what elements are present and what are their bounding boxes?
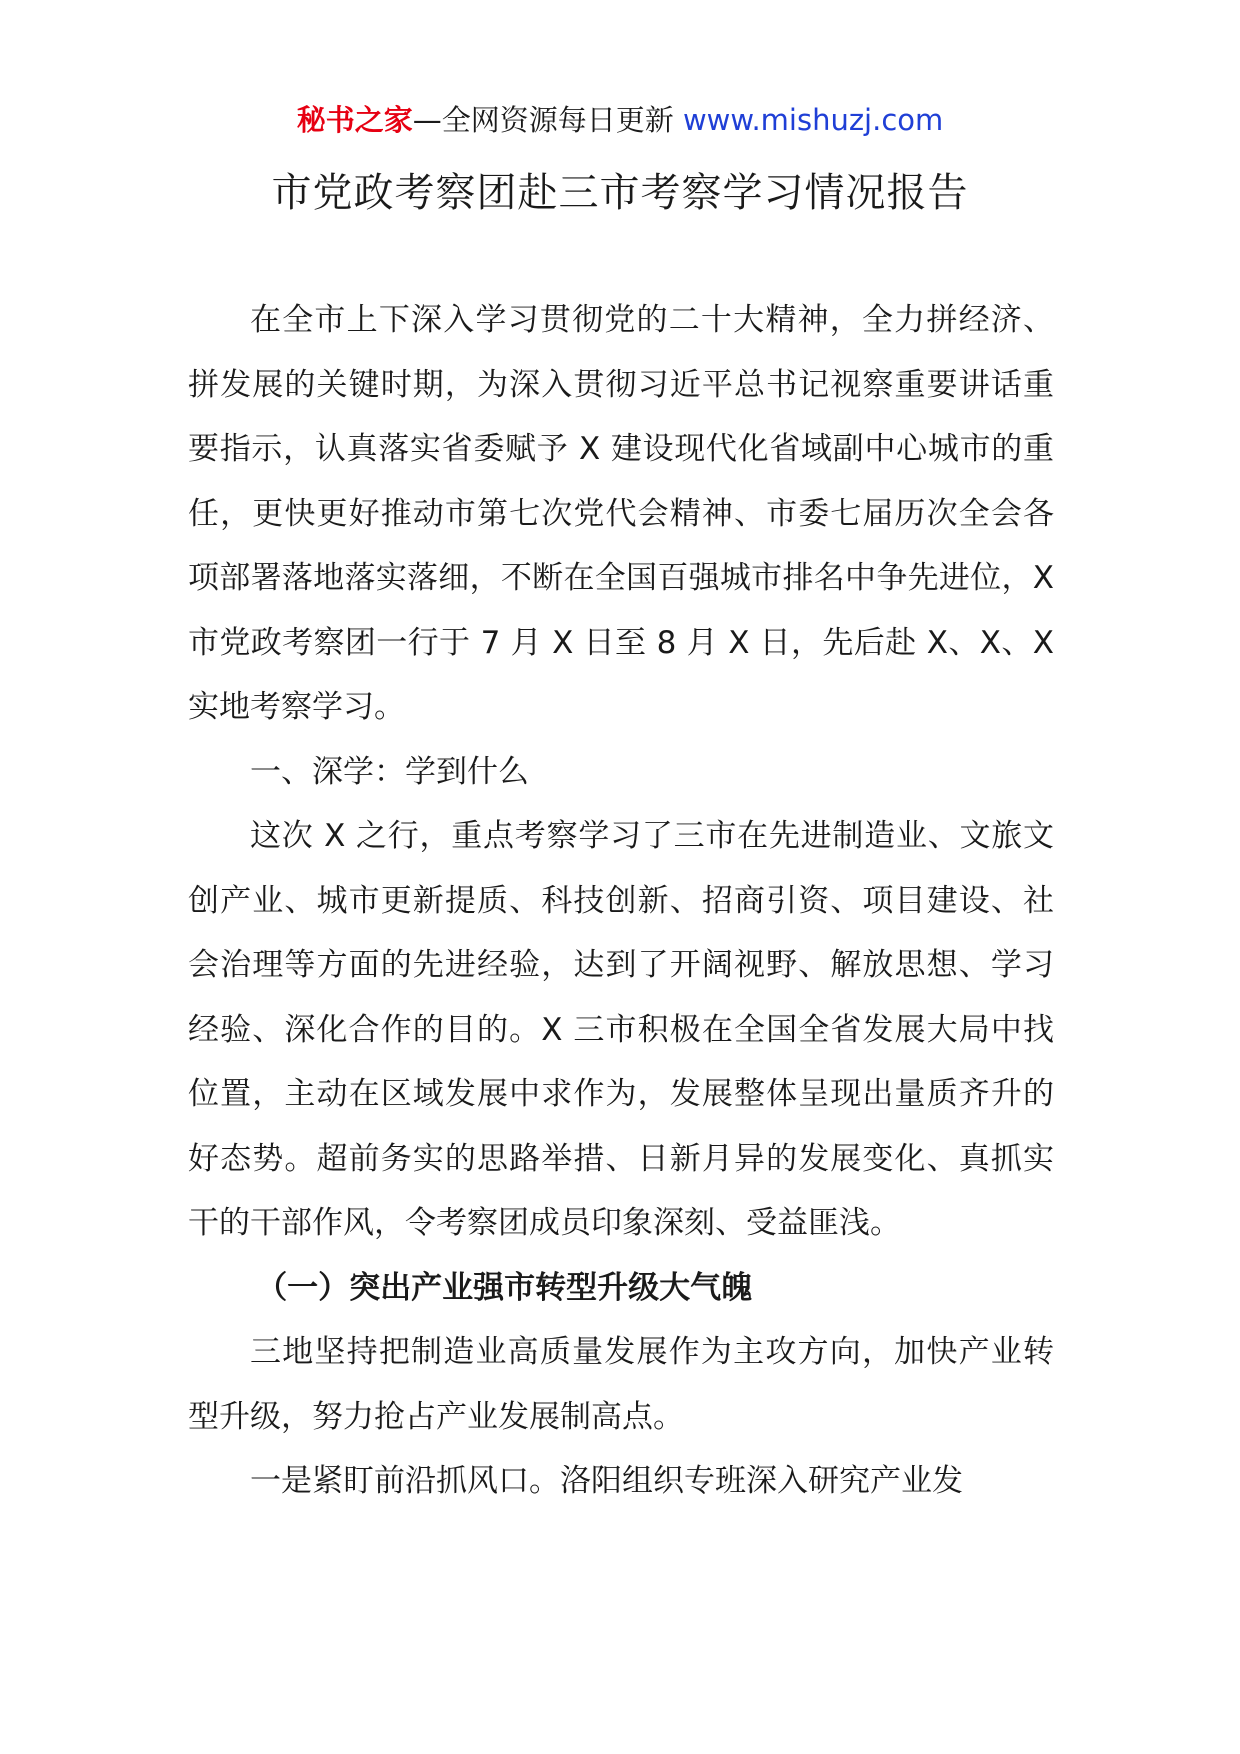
subsection-heading-1: （一）突出产业强市转型升级大气魄	[256, 1269, 753, 1306]
section-heading-1: 一、深学：学到什么	[250, 753, 529, 790]
document-title: 市党政考察团赴三市考察学习情况报告	[271, 170, 969, 216]
body-paragraph: 三地坚持把制造业高质量发展作为主攻方向，加快产业转型升级，努力抢占产业发展制高点。	[188, 1334, 1054, 1435]
body-paragraph: 这次 X 之行，重点考察学习了三市在先进制造业、文旅文创产业、城市更新提质、科技创新、招商引资、项目建设、社会治理等方面的先进经验，达到了开阔视野、解放思想、学习经验、深化合作的目的。X 三市积极在全国全省发展大局中找位置，主动在区域发展中求作为，发展整体呈现出量质齐升的好态势。超前务实的思路举措、日新月异的发展变化、真抓实干的干部作风，令考察团成员印象深刻、受益匪浅。	[188, 818, 1054, 1241]
body-paragraph: 一是紧盯前沿抓风口。洛阳组织专班深入研究产业发	[250, 1463, 963, 1499]
brand-name: 秘书之家	[296, 103, 413, 137]
site-url-link[interactable]: www.mishuzj.com	[682, 103, 944, 137]
document-body	[188, 288, 1054, 1514]
brand-slogan: —全网资源每日更新	[412, 103, 674, 137]
site-header-banner	[0, 100, 1240, 140]
intro-paragraph: 在全市上下深入学习贯彻党的二十大精神，全力拼经济、拼发展的关键时期，为深入贯彻习近平总书记视察重要讲话重要指示，认真落实省委赋予 X 建设现代化省域副中心城市的重任，更快更好推动市第七次党代会精神、市委七届历次全会各项部署落地落实落细，不断在全国百强城市排名中争先进位，X 市党政考察团一行于 7 月 X 日至 8 月 X 日，先后赴 X、X、X 实地考察学习。	[188, 302, 1054, 725]
